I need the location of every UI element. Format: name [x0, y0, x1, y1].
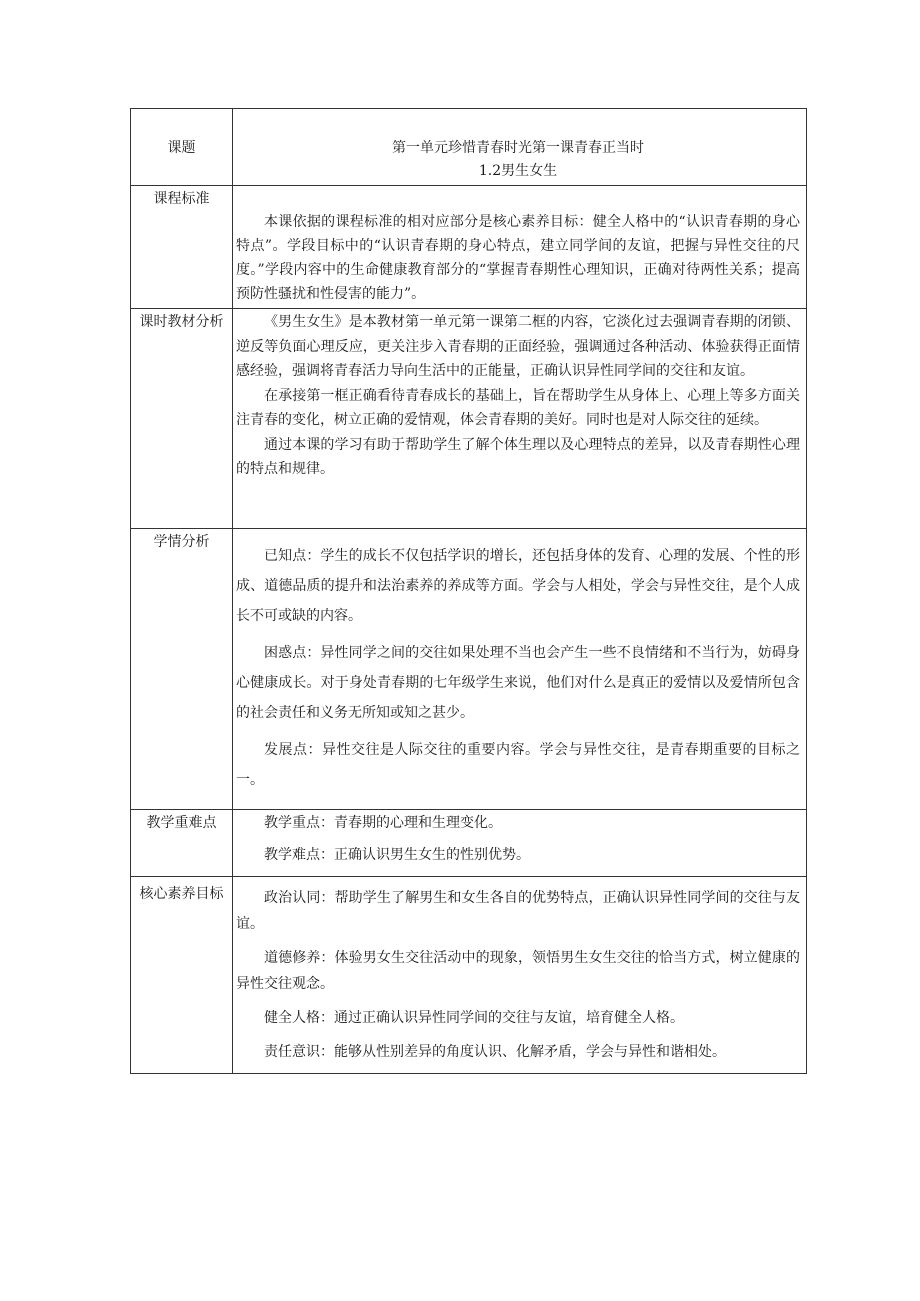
textbook-analysis-row: [131, 309, 807, 529]
topic-label-cell: [131, 109, 233, 186]
teaching-key-point: 教学重点：青春期的心理和生理变化。: [264, 815, 502, 831]
student-analysis-row: [131, 529, 807, 810]
student-analysis-confusion: 困惑点：异性同学之间的交往如果处理不当也会产生一些不良情绪和不当行为，妨碍身心健康成长。对于身处青春期的七年级学生来说，他们对什么是真正的爱情以及爱情所包含的社会责任和义务无所知或知之甚少。: [236, 645, 800, 721]
key-difficult-points-label-cell: [131, 810, 233, 877]
lesson-plan-table: [130, 108, 807, 1074]
student-analysis-known: 已知点：学生的成长不仅包括学识的增长，还包括身体的发育、心理的发展、个性的形成、道德品质的提升和法治素养的养成等方面。学会与人相处，学会与异性交往，是个人成长不可或缺的内容。: [236, 548, 800, 624]
curriculum-standard-row: [131, 186, 807, 309]
key-difficult-points-content-cell: [233, 810, 807, 877]
topic-content-cell: [233, 109, 807, 186]
core-literacy-goals-content-cell: [233, 877, 807, 1074]
student-analysis-label-cell: [131, 529, 233, 810]
topic-label: 课题: [167, 140, 196, 156]
moral-cultivation-goal: 道德修养：体验男女生交往活动中的现象，领悟男生女生交往的恰当方式，树立健康的异性交往观念。: [236, 950, 800, 992]
textbook-analysis-paragraph-3: 通过本课的学习有助于帮助学生了解个体生理以及心理特点的差异，以及青春期性心理的特点和规律。: [236, 436, 800, 477]
responsibility-goal: 责任意识：能够从性别差异的角度认识、化解矛盾，学会与异性和谐相处。: [264, 1044, 726, 1060]
core-literacy-goals-label-cell: [131, 877, 233, 1074]
curriculum-standard-content-cell: [233, 186, 807, 309]
textbook-analysis-label: 课时教材分析: [139, 314, 224, 330]
curriculum-standard-label: 课程标准: [153, 191, 210, 207]
core-literacy-goals-label: 核心素养目标: [139, 886, 224, 902]
curriculum-standard-label-cell: [131, 186, 233, 309]
student-analysis-label: 学情分析: [153, 534, 210, 550]
topic-subtitle: 1.2男生女生: [478, 163, 558, 179]
textbook-analysis-label-cell: [131, 309, 233, 529]
topic-row: [131, 109, 807, 186]
curriculum-standard-paragraph: 本课依据的课程标准的相对应部分是核心素养目标：健全人格中的“认识青春期的身心特点”。学段目标中的“认识青春期的身心特点，建立同学间的友谊，把握与异性交往的尺度。”学段内容中的生命健康教育部分的“掌握青春期性心理知识，正确对待两性关系；提高预防性骚扰和性侵害的能力”。: [236, 214, 800, 302]
textbook-analysis-paragraph-2: 在承接第一框正确看待青春成长的基础上，旨在帮助学生从身体上、心理上等多方面关注青春的变化，树立正确的爱情观，体会青春期的美好。同时也是对人际交往的延续。: [236, 387, 800, 428]
teaching-difficult-point: 教学难点：正确认识男生女生的性别优势。: [264, 847, 530, 863]
topic-title: 第一单元珍惜青春时光第一课青春正当时: [392, 140, 644, 156]
core-literacy-goals-row: [131, 877, 807, 1074]
textbook-analysis-paragraph-1: 《男生女生》是本教材第一单元第一课第二框的内容，它淡化过去强调青春期的闭锁、逆反等负面心理反应，更关注步入青春期的正面经验，强调通过各种活动、体验获得正面情感经验，强调将青春活力导向生活中的正能量，正确认识异性同学间的交往和友谊。: [236, 314, 800, 379]
student-analysis-content-cell: [233, 529, 807, 810]
textbook-analysis-content-cell: [233, 309, 807, 529]
student-analysis-development: 发展点：异性交往是人际交往的重要内容。学会与异性交往，是青春期重要的目标之一。: [236, 742, 800, 788]
key-difficult-points-row: [131, 810, 807, 877]
key-difficult-points-label: 教学重难点: [146, 815, 217, 831]
sound-personality-goal: 健全人格：通过正确认识异性同学间的交往与友谊，培育健全人格。: [264, 1010, 684, 1026]
political-identity-goal: 政治认同：帮助学生了解男生和女生各自的优势特点，正确认识异性同学间的交往与友谊。: [236, 890, 800, 932]
